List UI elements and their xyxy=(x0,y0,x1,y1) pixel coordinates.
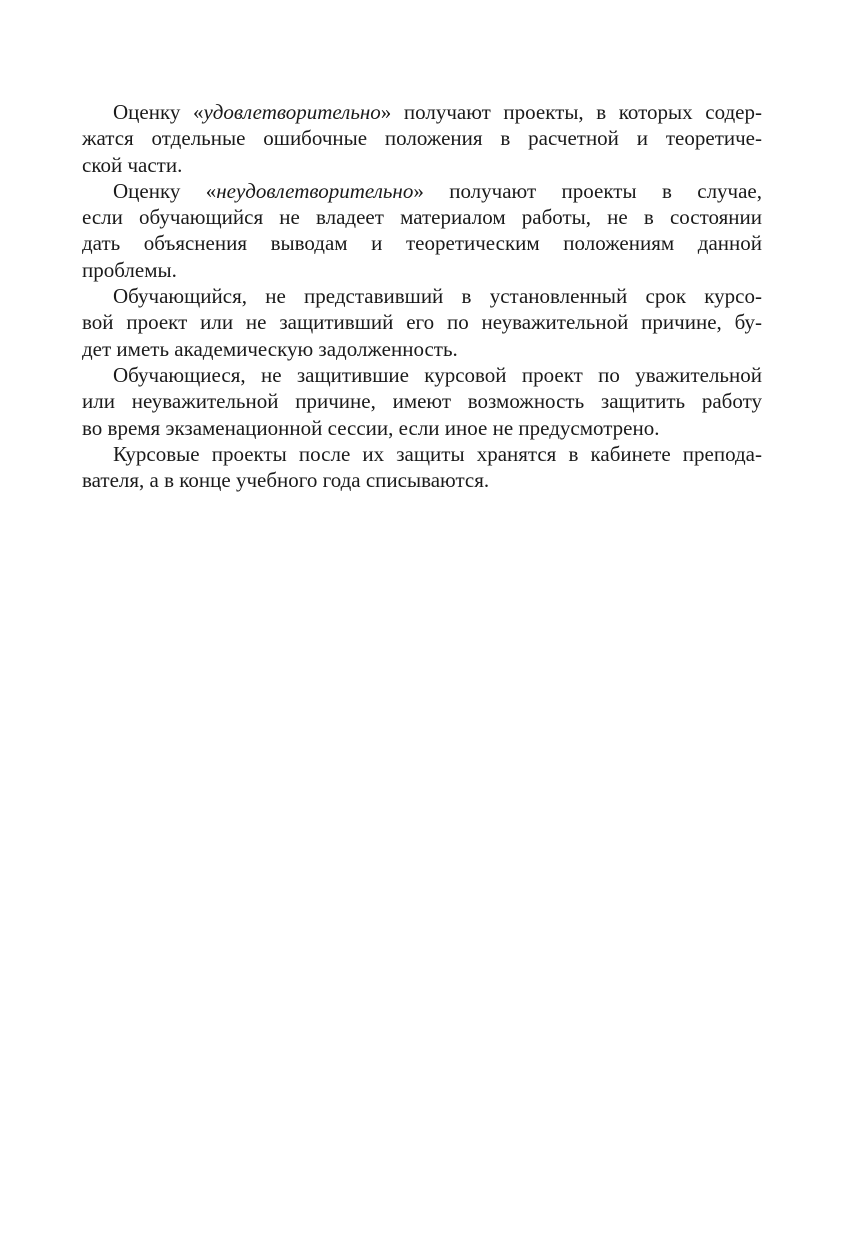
text-line: вой проект или не защитивший его по неуважительной причине, бу- xyxy=(82,310,762,335)
text-line: Обучающийся, не представивший в установленный срок курсо- xyxy=(113,284,762,309)
paragraph-unsatisfactory xyxy=(82,178,762,283)
paragraph-satisfactory xyxy=(82,99,762,178)
emphasis-term: неудовлетворительно xyxy=(216,178,414,203)
text-line: ской части. xyxy=(82,152,183,177)
paragraph-storage xyxy=(82,441,762,494)
paragraph-defense-session xyxy=(82,362,762,441)
text-line: Курсовые проекты после их защиты хранятся в кабинете препода- xyxy=(113,441,762,466)
text-line: жатся отдельные ошибочные положения в расчетной и теоретиче- xyxy=(82,126,762,151)
text-line: Оценку «неудовлетворительно» получают проекты в случае, xyxy=(113,178,762,203)
document-page xyxy=(82,99,762,493)
text-line: Оценку «удовлетворительно» получают проекты, в которых содер- xyxy=(113,100,762,124)
emphasis-term: удовлетворительно xyxy=(203,100,381,124)
text-line: дет иметь академическую задолженность. xyxy=(82,336,458,361)
text-line: или неуважительной причине, имеют возможность защитить работу xyxy=(82,389,762,414)
text-line: дать объяснения выводам и теоретическим положениям данной xyxy=(82,231,762,256)
paragraph-academic-debt xyxy=(82,283,762,362)
text-line: если обучающийся не владеет материалом работы, не в состоянии xyxy=(82,205,762,230)
text-line: вателя, а в конце учебного года списываются. xyxy=(82,468,490,493)
text-line: Обучающиеся, не защитившие курсовой проект по уважительной xyxy=(113,362,762,387)
text-line: во время экзаменационной сессии, если иное не предусмотрено. xyxy=(82,415,660,440)
text-line: проблемы. xyxy=(82,257,177,282)
